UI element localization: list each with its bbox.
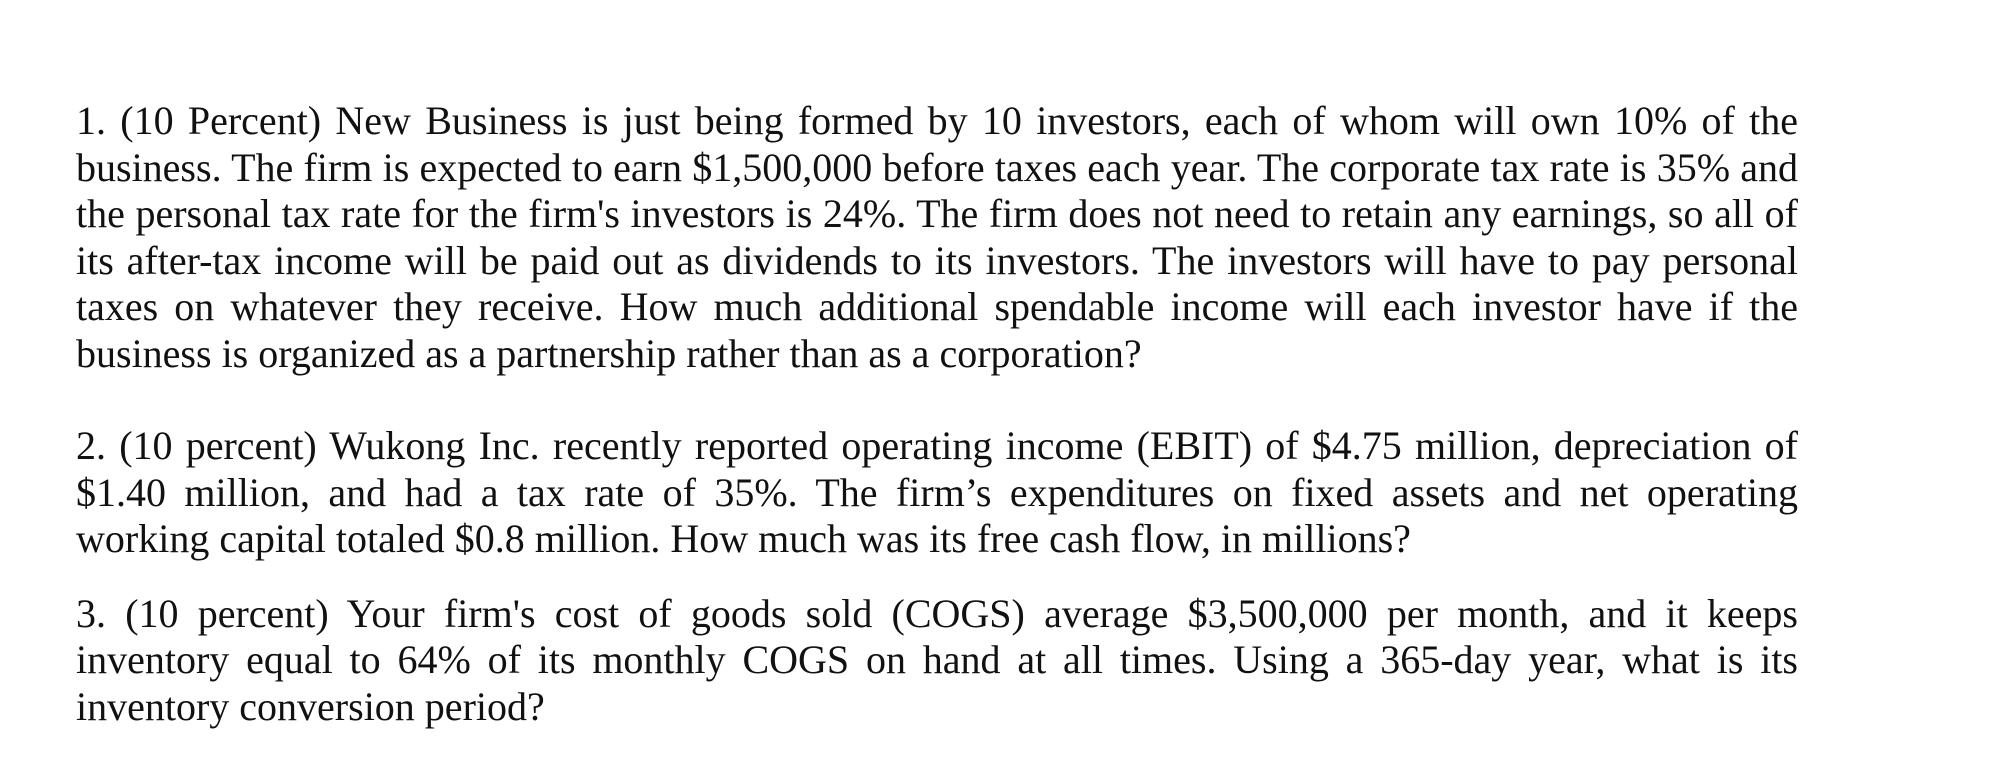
question-3: 3. (10 percent) Your firm's cost of goods sold (COGS) average $3,500,000 per month, and it keeps inventory equal to 64% of its monthly COGS on hand at all times. Using a 365-day year, what is its inventory conversion period? bbox=[76, 590, 1798, 729]
question-1: 1. (10 Percent) New Business is just being formed by 10 investors, each of whom will own 10% of the business. The firm is expected to earn $1,500,000 before taxes each year. The corporate tax rate is 35% and the personal tax rate for the firm's investors is 24%. The firm does not need to retain any earnings, so all of its after-tax income will be paid out as dividends to its investors. The investors will have to pay personal taxes on whatever they receive. How much additional spendable income will each investor have if the business is organized as a partnership rather than as a corporation? bbox=[76, 98, 1798, 376]
question-2: 2. (10 percent) Wukong Inc. recently reported operating income (EBIT) of $4.75 million, depreciation of $1.40 million, and had a tax rate of 35%. The firm’s expenditures on fixed assets and net operating working capital totaled $0.8 million. How much was its free cash flow, in millions? bbox=[76, 423, 1798, 561]
document-body bbox=[76, 98, 1798, 730]
